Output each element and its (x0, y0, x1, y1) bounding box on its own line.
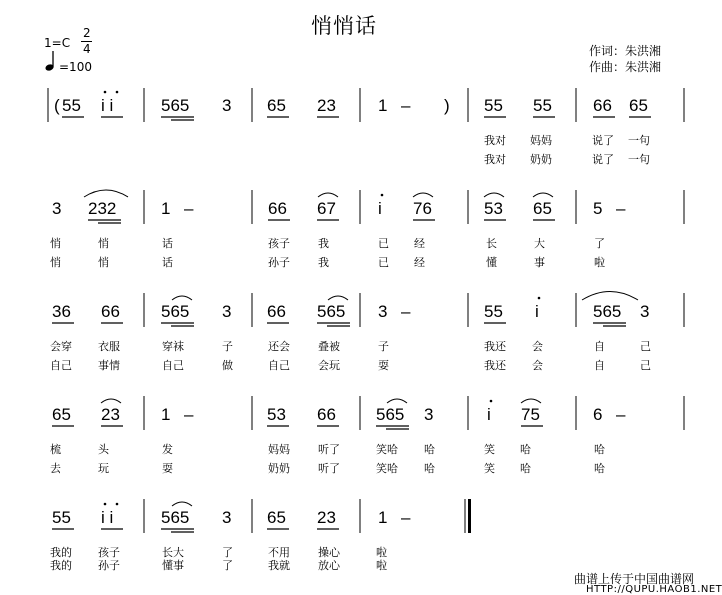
time-signature-top: 2 (83, 26, 91, 40)
note-group: 55 (62, 96, 81, 115)
lyric: 会玩 (318, 359, 340, 372)
lyric: 说了 (592, 153, 614, 166)
lyricist-credit: 作词：朱洪湘 (589, 44, 662, 58)
lyric: 悄 (50, 256, 61, 269)
lyric: 不用 (268, 546, 290, 559)
lyric: 悄 (98, 256, 109, 269)
lyric: 孩子 (268, 237, 290, 250)
note-group: 65 (629, 96, 648, 115)
footer-source: 曲谱上传于中国曲谱网 (574, 572, 695, 586)
lyric: 穿袜 (162, 340, 184, 353)
key-signature: 1=C (44, 36, 71, 50)
lyric: 放心 (318, 559, 340, 572)
note-group: – (401, 302, 411, 321)
note-group: 66 (267, 302, 286, 321)
lyric: 悄 (98, 237, 109, 250)
lyric: 耍 (378, 359, 389, 372)
lyric: 子 (378, 340, 389, 353)
note-group: i (487, 405, 491, 424)
note-group: – (184, 405, 194, 424)
lyric: 发 (162, 443, 173, 456)
note-group: 66 (101, 302, 120, 321)
note-group: 1 (378, 96, 388, 115)
lyric: 啦 (594, 256, 605, 269)
note-group: 67 (317, 199, 336, 218)
note-group: 3 (378, 302, 388, 321)
note-group: i i (101, 508, 114, 527)
note-group: 1 (161, 405, 171, 424)
note-group: i (378, 199, 382, 218)
note-group: 565 (161, 302, 190, 321)
lyric: 听了 (318, 462, 340, 475)
lyric: 己 (640, 359, 651, 372)
note-group: 75 (521, 405, 540, 424)
note-group: 55 (484, 96, 503, 115)
lyric: 去 (50, 462, 61, 475)
note-group: – (401, 508, 411, 527)
note-group: – (616, 405, 626, 424)
lyric: 哈 (594, 443, 605, 456)
lyric: 经 (414, 256, 425, 269)
lyric: 会 (532, 359, 543, 372)
lyric: 我还 (484, 359, 506, 372)
lyric: 哈 (520, 443, 531, 456)
lyric: 懂 (486, 256, 497, 269)
note-group: 3 (222, 96, 232, 115)
lyric: 我对 (484, 153, 506, 166)
lyric: 哈 (424, 443, 435, 456)
lyric: 一句 (628, 134, 650, 147)
note-group: 23 (101, 405, 120, 424)
lyric: 说了 (592, 134, 614, 147)
lyric: 长大 (162, 546, 184, 559)
note-group: 1 (378, 508, 388, 527)
note-group: 66 (593, 96, 612, 115)
lyric: 孙子 (268, 256, 290, 269)
lyric: 我 (318, 237, 329, 250)
note-group: 36 (52, 302, 71, 321)
note-group: 565 (317, 302, 346, 321)
note-group: 65 (533, 199, 552, 218)
lyric: 子 (222, 340, 233, 353)
prelude-close-paren: ) (444, 96, 450, 115)
note-group: 3 (640, 302, 650, 321)
note-group: 1 (161, 199, 171, 218)
lyric: 啦 (376, 546, 387, 559)
lyric: 自己 (50, 359, 72, 372)
lyric: 大 (534, 237, 545, 250)
note-group: – (616, 199, 626, 218)
lyric: 了 (594, 237, 605, 250)
final-bar-line-thick (468, 499, 471, 533)
lyric: 我就 (268, 559, 290, 572)
note-group: 76 (413, 199, 432, 218)
note-group: 66 (268, 199, 287, 218)
lyric: 还会 (268, 340, 290, 353)
lyric: 妈妈 (268, 443, 290, 456)
note-group: 65 (267, 508, 286, 527)
lyric: 已 (378, 237, 389, 250)
note-group: 53 (484, 199, 503, 218)
lyric: 已 (378, 256, 389, 269)
lyric: 笑哈 (376, 443, 398, 456)
lyric: 孙子 (98, 559, 120, 572)
lyric: 事 (534, 256, 545, 269)
lyric: 耍 (162, 462, 173, 475)
lyric: 叠被 (318, 340, 340, 353)
lyric: 笑 (484, 462, 495, 475)
note-group: 565 (161, 508, 190, 527)
lyric: 笑 (484, 443, 495, 456)
note-group: 565 (593, 302, 622, 321)
lyric: 我的 (50, 546, 72, 559)
note-group: 66 (317, 405, 336, 424)
lyric: 操心 (318, 546, 340, 559)
time-signature-bottom: 4 (83, 42, 91, 56)
note-group: 565 (376, 405, 405, 424)
note-group: i i (101, 96, 114, 115)
lyric: 孩子 (98, 546, 120, 559)
note-group: 3 (222, 302, 232, 321)
song-title: 悄悄话 (311, 14, 377, 38)
lyric: 哈 (594, 462, 605, 475)
note-group: 65 (52, 405, 71, 424)
note-group: 23 (317, 96, 336, 115)
lyric: 长 (486, 237, 497, 250)
note-group: 565 (161, 96, 190, 115)
lyric: 梳 (50, 443, 61, 456)
lyric: 经 (414, 237, 425, 250)
lyric: 悄 (50, 237, 61, 250)
lyric: 头 (98, 443, 109, 456)
note-group: 3 (222, 508, 232, 527)
lyric: 了 (222, 546, 233, 559)
lyric: 会穿 (50, 340, 72, 353)
lyric: 我对 (484, 134, 506, 147)
lyric: 自 (594, 359, 605, 372)
lyric: 我的 (50, 559, 72, 572)
lyric: 奶奶 (530, 153, 552, 166)
note-group: 23 (317, 508, 336, 527)
lyric: 玩 (98, 462, 109, 475)
lyric: 己 (640, 340, 651, 353)
note-group: 55 (533, 96, 552, 115)
lyric: 笑哈 (376, 462, 398, 475)
note-group: 3 (424, 405, 434, 424)
note-group: i (535, 302, 539, 321)
tempo-marking: =100 (59, 60, 92, 74)
lyric: 自 (594, 340, 605, 353)
lyric: 衣服 (98, 340, 120, 353)
lyric: 懂事 (162, 559, 184, 572)
lyric: 会 (532, 340, 543, 353)
prelude-open-paren: ( (54, 96, 60, 115)
note-group: 232 (88, 199, 117, 218)
lyric: 事情 (98, 359, 120, 372)
footer-url: HTTP://QUPU.HAOB1.NET (586, 584, 722, 595)
lyric: 听了 (318, 443, 340, 456)
lyric: 话 (162, 237, 173, 250)
note-group: 3 (52, 199, 62, 218)
note-group: 55 (484, 302, 503, 321)
lyric: 哈 (520, 462, 531, 475)
lyric: 妈妈 (530, 134, 552, 147)
note-group: 6 (593, 405, 603, 424)
note-group: 53 (267, 405, 286, 424)
lyric: 自己 (268, 359, 290, 372)
lyric: 话 (162, 256, 173, 269)
lyric: 我 (318, 256, 329, 269)
note-group: 55 (52, 508, 71, 527)
note-group: – (184, 199, 194, 218)
composer-credit: 作曲：朱洪湘 (589, 60, 662, 74)
lyric: 哈 (424, 462, 435, 475)
lyric: 啦 (376, 559, 387, 572)
lyric: 奶奶 (268, 462, 290, 475)
lyric: 自己 (162, 359, 184, 372)
lyric: 一句 (628, 153, 650, 166)
lyric: 我还 (484, 340, 506, 353)
note-group: 65 (267, 96, 286, 115)
note-group: – (401, 96, 411, 115)
note-group: 5 (593, 199, 603, 218)
lyric: 了 (222, 559, 233, 572)
lyric: 做 (222, 359, 233, 372)
